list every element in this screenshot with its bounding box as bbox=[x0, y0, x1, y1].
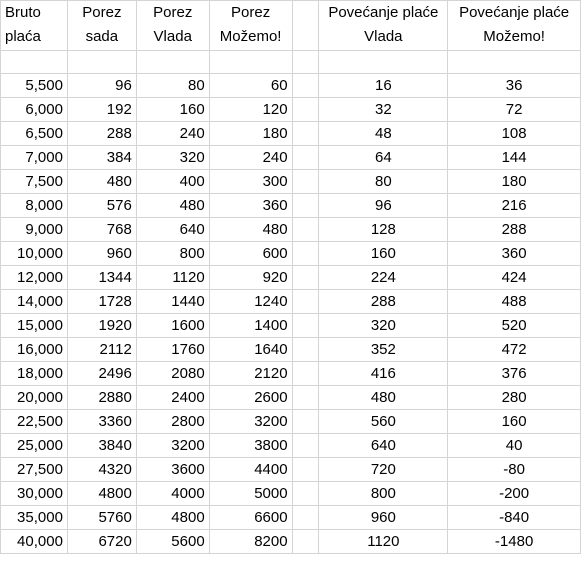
cell-tax-now[interactable]: 1920 bbox=[67, 314, 136, 338]
cell-empty[interactable] bbox=[292, 506, 319, 530]
header-line: Vlada bbox=[153, 28, 192, 45]
cell-gross-salary[interactable]: 8,000 bbox=[1, 194, 68, 218]
empty-cell[interactable] bbox=[67, 51, 136, 74]
cell-gross-salary[interactable]: 9,000 bbox=[1, 218, 68, 242]
table-row bbox=[1, 74, 581, 98]
cell-empty[interactable] bbox=[292, 98, 319, 122]
cell-gross-salary[interactable]: 40,000 bbox=[1, 530, 68, 554]
cell-tax-government[interactable]: 2800 bbox=[136, 410, 209, 434]
cell-raise-mozemo[interactable]: 472 bbox=[448, 338, 581, 362]
table-row bbox=[1, 338, 581, 362]
cell-empty[interactable] bbox=[292, 458, 319, 482]
cell-tax-government[interactable]: 3600 bbox=[136, 458, 209, 482]
cell-tax-mozemo[interactable]: 8200 bbox=[209, 530, 292, 554]
cell-gross-salary[interactable]: 35,000 bbox=[1, 506, 68, 530]
cell-tax-now[interactable]: 480 bbox=[67, 170, 136, 194]
cell-raise-government[interactable]: 352 bbox=[319, 338, 448, 362]
cell-gross-salary[interactable]: 7,500 bbox=[1, 170, 68, 194]
cell-tax-mozemo[interactable]: 4400 bbox=[209, 458, 292, 482]
cell-tax-mozemo[interactable]: 1640 bbox=[209, 338, 292, 362]
cell-tax-government[interactable]: 2400 bbox=[136, 386, 209, 410]
cell-tax-now[interactable]: 96 bbox=[67, 74, 136, 98]
cell-tax-government[interactable]: 400 bbox=[136, 170, 209, 194]
cell-raise-government[interactable]: 560 bbox=[319, 410, 448, 434]
cell-tax-government[interactable]: 3200 bbox=[136, 434, 209, 458]
table-row bbox=[1, 218, 581, 242]
cell-tax-now[interactable]: 6720 bbox=[67, 530, 136, 554]
cell-empty[interactable] bbox=[292, 266, 319, 290]
header-line: Možemo! bbox=[219, 28, 282, 45]
cell-empty[interactable] bbox=[292, 290, 319, 314]
cell-tax-mozemo[interactable]: 600 bbox=[209, 242, 292, 266]
cell-empty[interactable] bbox=[292, 194, 319, 218]
cell-tax-government[interactable]: 1440 bbox=[136, 290, 209, 314]
cell-raise-government[interactable]: 416 bbox=[319, 362, 448, 386]
cell-raise-mozemo[interactable]: 180 bbox=[448, 170, 581, 194]
cell-empty[interactable] bbox=[292, 410, 319, 434]
table-row bbox=[1, 314, 581, 338]
cell-raise-mozemo[interactable]: 376 bbox=[448, 362, 581, 386]
cell-tax-government[interactable]: 1760 bbox=[136, 338, 209, 362]
cell-tax-government[interactable]: 1120 bbox=[136, 266, 209, 290]
cell-gross-salary[interactable]: 18,000 bbox=[1, 362, 68, 386]
cell-tax-mozemo[interactable]: 60 bbox=[209, 74, 292, 98]
cell-raise-mozemo[interactable]: 424 bbox=[448, 266, 581, 290]
empty-cell[interactable] bbox=[1, 51, 68, 74]
cell-tax-mozemo[interactable]: 1400 bbox=[209, 314, 292, 338]
cell-tax-now[interactable]: 3360 bbox=[67, 410, 136, 434]
header-line: Porez bbox=[153, 4, 193, 21]
cell-empty[interactable] bbox=[292, 242, 319, 266]
cell-tax-mozemo[interactable]: 240 bbox=[209, 146, 292, 170]
cell-raise-mozemo[interactable]: 160 bbox=[448, 410, 581, 434]
table-row bbox=[1, 98, 581, 122]
table-row bbox=[1, 290, 581, 314]
cell-tax-mozemo[interactable]: 3200 bbox=[209, 410, 292, 434]
cell-gross-salary[interactable]: 7,000 bbox=[1, 146, 68, 170]
cell-tax-now[interactable]: 3840 bbox=[67, 434, 136, 458]
cell-raise-mozemo[interactable]: 40 bbox=[448, 434, 581, 458]
cell-gross-salary[interactable]: 20,000 bbox=[1, 386, 68, 410]
cell-raise-government[interactable]: 960 bbox=[319, 506, 448, 530]
table-row bbox=[1, 266, 581, 290]
cell-tax-government[interactable]: 1600 bbox=[136, 314, 209, 338]
cell-gross-salary[interactable]: 12,000 bbox=[1, 266, 68, 290]
cell-raise-government[interactable]: 720 bbox=[319, 458, 448, 482]
cell-gross-salary[interactable]: 6,000 bbox=[1, 98, 68, 122]
cell-raise-government[interactable]: 320 bbox=[319, 314, 448, 338]
header-tax-now[interactable] bbox=[67, 1, 136, 51]
header-gross-salary[interactable] bbox=[1, 1, 68, 51]
cell-raise-mozemo[interactable]: 360 bbox=[448, 242, 581, 266]
cell-tax-mozemo[interactable]: 2120 bbox=[209, 362, 292, 386]
header-row bbox=[1, 1, 581, 51]
empty-cell[interactable] bbox=[292, 51, 319, 74]
cell-raise-mozemo[interactable]: 36 bbox=[448, 74, 581, 98]
cell-tax-now[interactable]: 192 bbox=[67, 98, 136, 122]
cell-raise-government[interactable]: 96 bbox=[319, 194, 448, 218]
cell-tax-now[interactable]: 2112 bbox=[67, 338, 136, 362]
cell-raise-mozemo[interactable]: 280 bbox=[448, 386, 581, 410]
cell-empty[interactable] bbox=[292, 146, 319, 170]
cell-tax-mozemo[interactable]: 360 bbox=[209, 194, 292, 218]
empty-cell[interactable] bbox=[209, 51, 292, 74]
cell-tax-government[interactable]: 4800 bbox=[136, 506, 209, 530]
cell-tax-now[interactable]: 768 bbox=[67, 218, 136, 242]
header-line: Porez bbox=[82, 4, 122, 21]
cell-empty[interactable] bbox=[292, 170, 319, 194]
cell-raise-mozemo[interactable]: 108 bbox=[448, 122, 581, 146]
header-line: Možemo! bbox=[483, 28, 545, 45]
cell-raise-government[interactable]: 640 bbox=[319, 434, 448, 458]
cell-gross-salary[interactable]: 25,000 bbox=[1, 434, 68, 458]
cell-empty[interactable] bbox=[292, 74, 319, 98]
table-row bbox=[1, 530, 581, 554]
cell-raise-government[interactable]: 64 bbox=[319, 146, 448, 170]
cell-empty[interactable] bbox=[292, 122, 319, 146]
cell-raise-mozemo[interactable]: 488 bbox=[448, 290, 581, 314]
cell-tax-now[interactable]: 1344 bbox=[67, 266, 136, 290]
cell-raise-mozemo[interactable]: 216 bbox=[448, 194, 581, 218]
cell-tax-mozemo[interactable]: 120 bbox=[209, 98, 292, 122]
header-line: Bruto bbox=[5, 4, 41, 21]
header-line: Povećanje plaće bbox=[328, 4, 439, 21]
header-line: Porez bbox=[231, 4, 271, 21]
cell-gross-salary[interactable]: 14,000 bbox=[1, 290, 68, 314]
cell-empty[interactable] bbox=[292, 314, 319, 338]
empty-cell[interactable] bbox=[136, 51, 209, 74]
cell-raise-government[interactable]: 288 bbox=[319, 290, 448, 314]
cell-tax-government[interactable]: 160 bbox=[136, 98, 209, 122]
cell-tax-now[interactable]: 384 bbox=[67, 146, 136, 170]
cell-gross-salary[interactable]: 30,000 bbox=[1, 482, 68, 506]
cell-raise-government[interactable]: 128 bbox=[319, 218, 448, 242]
cell-gross-salary[interactable]: 6,500 bbox=[1, 122, 68, 146]
cell-tax-government[interactable]: 80 bbox=[136, 74, 209, 98]
cell-raise-government[interactable]: 800 bbox=[319, 482, 448, 506]
table-row bbox=[1, 506, 581, 530]
cell-raise-government[interactable]: 80 bbox=[319, 170, 448, 194]
table-row bbox=[1, 194, 581, 218]
cell-tax-now[interactable]: 1728 bbox=[67, 290, 136, 314]
table-row bbox=[1, 170, 581, 194]
cell-empty[interactable] bbox=[292, 218, 319, 242]
cell-tax-now[interactable]: 960 bbox=[67, 242, 136, 266]
cell-tax-mozemo[interactable]: 5000 bbox=[209, 482, 292, 506]
cell-tax-mozemo[interactable]: 1240 bbox=[209, 290, 292, 314]
cell-tax-now[interactable]: 576 bbox=[67, 194, 136, 218]
cell-tax-mozemo[interactable]: 3800 bbox=[209, 434, 292, 458]
cell-empty[interactable] bbox=[292, 386, 319, 410]
empty-cell[interactable] bbox=[319, 51, 448, 74]
cell-raise-mozemo[interactable]: -200 bbox=[448, 482, 581, 506]
table-row bbox=[1, 434, 581, 458]
cell-raise-government[interactable]: 48 bbox=[319, 122, 448, 146]
header-empty[interactable] bbox=[292, 1, 319, 51]
header-line: plaća bbox=[5, 28, 41, 45]
cell-tax-now[interactable]: 288 bbox=[67, 122, 136, 146]
cell-raise-government[interactable]: 480 bbox=[319, 386, 448, 410]
cell-tax-now[interactable]: 5760 bbox=[67, 506, 136, 530]
cell-tax-mozemo[interactable]: 2600 bbox=[209, 386, 292, 410]
cell-raise-government[interactable]: 224 bbox=[319, 266, 448, 290]
cell-raise-mozemo[interactable]: -80 bbox=[448, 458, 581, 482]
table-row bbox=[1, 482, 581, 506]
cell-empty[interactable] bbox=[292, 530, 319, 554]
cell-gross-salary[interactable]: 27,500 bbox=[1, 458, 68, 482]
cell-tax-government[interactable]: 800 bbox=[136, 242, 209, 266]
table-row bbox=[1, 362, 581, 386]
cell-tax-government[interactable]: 320 bbox=[136, 146, 209, 170]
table-row bbox=[1, 410, 581, 434]
cell-tax-government[interactable]: 640 bbox=[136, 218, 209, 242]
cell-gross-salary[interactable]: 22,500 bbox=[1, 410, 68, 434]
cell-raise-government[interactable]: 1120 bbox=[319, 530, 448, 554]
cell-raise-mozemo[interactable]: -1480 bbox=[448, 530, 581, 554]
spacer-row bbox=[1, 51, 581, 74]
header-raise-mozemo[interactable] bbox=[448, 1, 581, 51]
cell-tax-mozemo[interactable]: 300 bbox=[209, 170, 292, 194]
empty-cell[interactable] bbox=[448, 51, 581, 74]
header-line: Vlada bbox=[364, 28, 403, 45]
cell-gross-salary[interactable]: 15,000 bbox=[1, 314, 68, 338]
header-tax-government[interactable] bbox=[136, 1, 209, 51]
cell-raise-government[interactable]: 32 bbox=[319, 98, 448, 122]
cell-gross-salary[interactable]: 5,500 bbox=[1, 74, 68, 98]
cell-raise-government[interactable]: 160 bbox=[319, 242, 448, 266]
cell-tax-government[interactable]: 5600 bbox=[136, 530, 209, 554]
cell-tax-mozemo[interactable]: 480 bbox=[209, 218, 292, 242]
cell-tax-mozemo[interactable]: 920 bbox=[209, 266, 292, 290]
cell-tax-now[interactable]: 4800 bbox=[67, 482, 136, 506]
header-line: Povećanje plaće bbox=[459, 4, 570, 21]
table-row bbox=[1, 242, 581, 266]
cell-tax-mozemo[interactable]: 6600 bbox=[209, 506, 292, 530]
cell-tax-government[interactable]: 240 bbox=[136, 122, 209, 146]
cell-tax-mozemo[interactable]: 180 bbox=[209, 122, 292, 146]
cell-raise-government[interactable]: 16 bbox=[319, 74, 448, 98]
cell-empty[interactable] bbox=[292, 434, 319, 458]
cell-empty[interactable] bbox=[292, 362, 319, 386]
cell-gross-salary[interactable]: 10,000 bbox=[1, 242, 68, 266]
header-line: sada bbox=[85, 28, 119, 45]
cell-tax-government[interactable]: 4000 bbox=[136, 482, 209, 506]
cell-tax-now[interactable]: 4320 bbox=[67, 458, 136, 482]
cell-gross-salary[interactable]: 16,000 bbox=[1, 338, 68, 362]
table-row bbox=[1, 386, 581, 410]
cell-raise-mozemo[interactable]: 520 bbox=[448, 314, 581, 338]
cell-empty[interactable] bbox=[292, 482, 319, 506]
cell-raise-mozemo[interactable]: 72 bbox=[448, 98, 581, 122]
cell-tax-government[interactable]: 480 bbox=[136, 194, 209, 218]
cell-tax-now[interactable]: 2496 bbox=[67, 362, 136, 386]
cell-tax-now[interactable]: 2880 bbox=[67, 386, 136, 410]
cell-tax-government[interactable]: 2080 bbox=[136, 362, 209, 386]
header-tax-mozemo[interactable] bbox=[209, 1, 292, 51]
cell-empty[interactable] bbox=[292, 338, 319, 362]
table-row bbox=[1, 458, 581, 482]
table-row bbox=[1, 122, 581, 146]
header-raise-government[interactable] bbox=[319, 1, 448, 51]
table-row bbox=[1, 146, 581, 170]
cell-raise-mozemo[interactable]: 288 bbox=[448, 218, 581, 242]
cell-raise-mozemo[interactable]: -840 bbox=[448, 506, 581, 530]
cell-raise-mozemo[interactable]: 144 bbox=[448, 146, 581, 170]
